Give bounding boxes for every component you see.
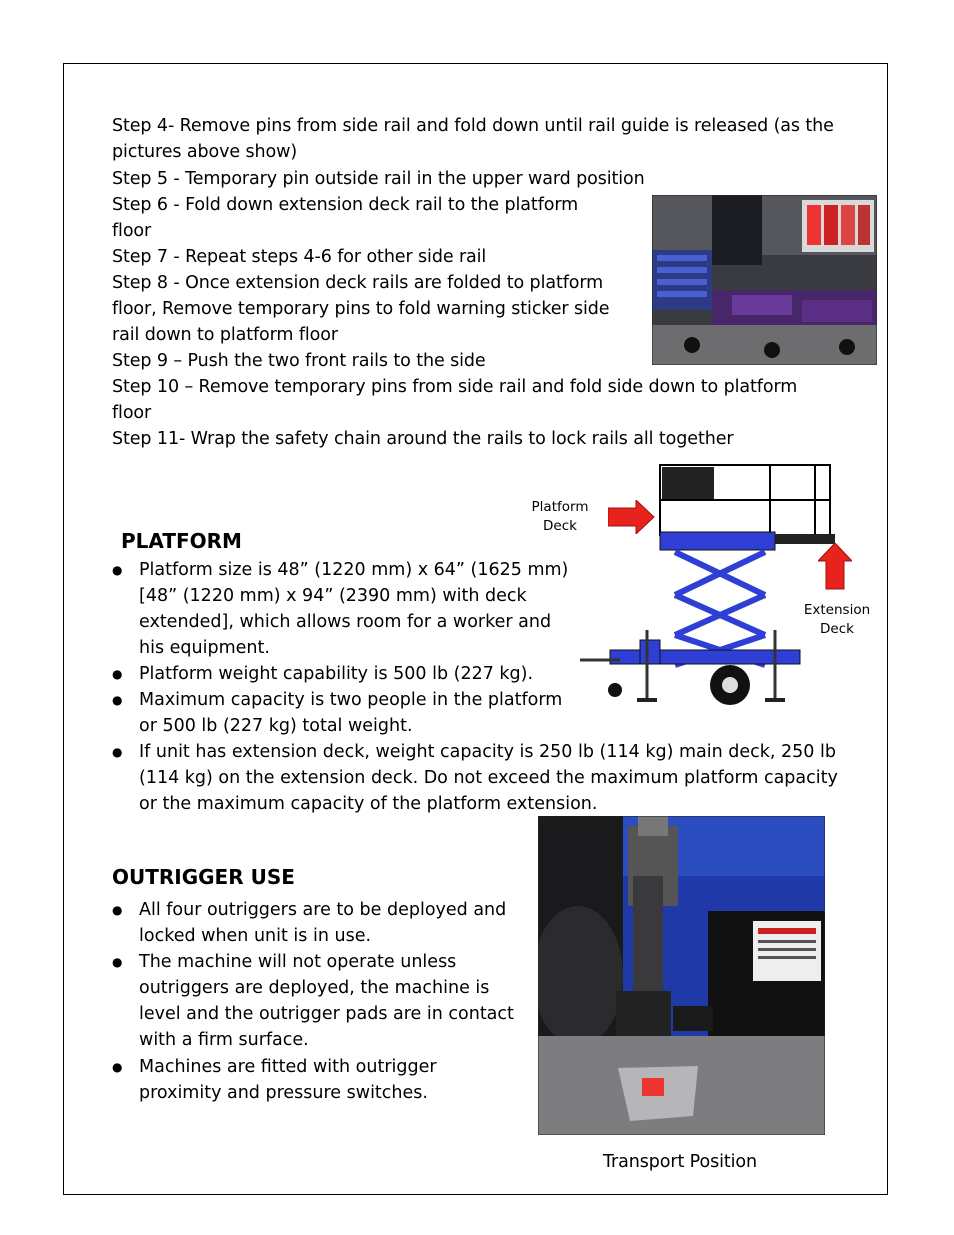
up-arrow-icon	[818, 543, 852, 591]
bullet-dot: ●	[112, 693, 123, 707]
bullet-line: [48” (1220 mm) x 94” (2390 mm) with deck	[139, 586, 527, 606]
bullet-dot: ●	[112, 563, 123, 577]
bullet-line: All four outriggers are to be deployed and	[139, 900, 507, 920]
platform-heading: PLATFORM	[121, 529, 242, 553]
bullet-line: Platform weight capability is 500 lb (227 kg).	[139, 664, 534, 684]
bullet-line: Platform size is 48” (1220 mm) x 64” (1625 mm)	[139, 560, 569, 580]
outrigger-photo	[538, 816, 825, 1135]
outrigger-heading: OUTRIGGER USE	[112, 865, 295, 889]
bullet-line: (114 kg) on the extension deck. Do not exceed the maximum platform capacity	[139, 768, 838, 788]
bullet-line: The machine will not operate unless	[139, 952, 457, 972]
bullet-line: locked when unit is in use.	[139, 926, 372, 946]
bullet-dot: ●	[112, 1060, 123, 1074]
step-line: Step 9 – Push the two front rails to the side	[112, 351, 486, 371]
step-line: floor	[112, 403, 152, 423]
step-line: Step 6 - Fold down extension deck rail to the platform	[112, 195, 579, 215]
bullet-dot: ●	[112, 745, 123, 759]
step-line: rail down to platform floor	[112, 325, 338, 345]
bullet-line: or the maximum capacity of the platform extension.	[139, 794, 598, 814]
step-line: Step 7 - Repeat steps 4-6 for other side rail	[112, 247, 487, 267]
bullet-line: Maximum capacity is two people in the platform	[139, 690, 563, 710]
label-line: Platform	[531, 499, 589, 515]
step-line: pictures above show)	[112, 142, 298, 162]
scissor-lift-diagram	[580, 460, 855, 720]
bullet-line: Machines are fitted with outrigger	[139, 1057, 437, 1077]
bullet-line: or 500 lb (227 kg) total weight.	[139, 716, 413, 736]
bullet-dot: ●	[112, 955, 123, 969]
warehouse-photo	[652, 195, 877, 365]
bullet-dot: ●	[112, 667, 123, 681]
step-line: Step 11- Wrap the safety chain around the rails to lock rails all together	[112, 429, 734, 449]
bullet-dot: ●	[112, 903, 123, 917]
bullet-line: proximity and pressure switches.	[139, 1083, 428, 1103]
right-arrow-icon	[608, 500, 656, 534]
bullet-line: extended], which allows room for a worker and	[139, 612, 552, 632]
step-line: Step 4- Remove pins from side rail and fold down until rail guide is released (as the	[112, 116, 834, 136]
label-line: Deck	[820, 621, 854, 637]
bullet-line: with a firm surface.	[139, 1030, 309, 1050]
photo-caption: Transport Position	[603, 1152, 758, 1172]
bullet-line: his equipment.	[139, 638, 270, 658]
step-line: floor, Remove temporary pins to fold warning sticker side	[112, 299, 610, 319]
step-line: Step 10 – Remove temporary pins from side rail and fold side down to platform	[112, 377, 798, 397]
step-line: Step 5 - Temporary pin outside rail in the upper ward position	[112, 169, 645, 189]
label-line: Extension	[803, 602, 871, 618]
step-line: Step 8 - Once extension deck rails are folded to platform	[112, 273, 604, 293]
label-line: Deck	[543, 518, 577, 534]
step-line: floor	[112, 221, 152, 241]
bullet-line: If unit has extension deck, weight capacity is 250 lb (114 kg) main deck, 250 lb	[139, 742, 836, 762]
bullet-line: outriggers are deployed, the machine is	[139, 978, 490, 998]
bullet-line: level and the outrigger pads are in contact	[139, 1004, 514, 1024]
